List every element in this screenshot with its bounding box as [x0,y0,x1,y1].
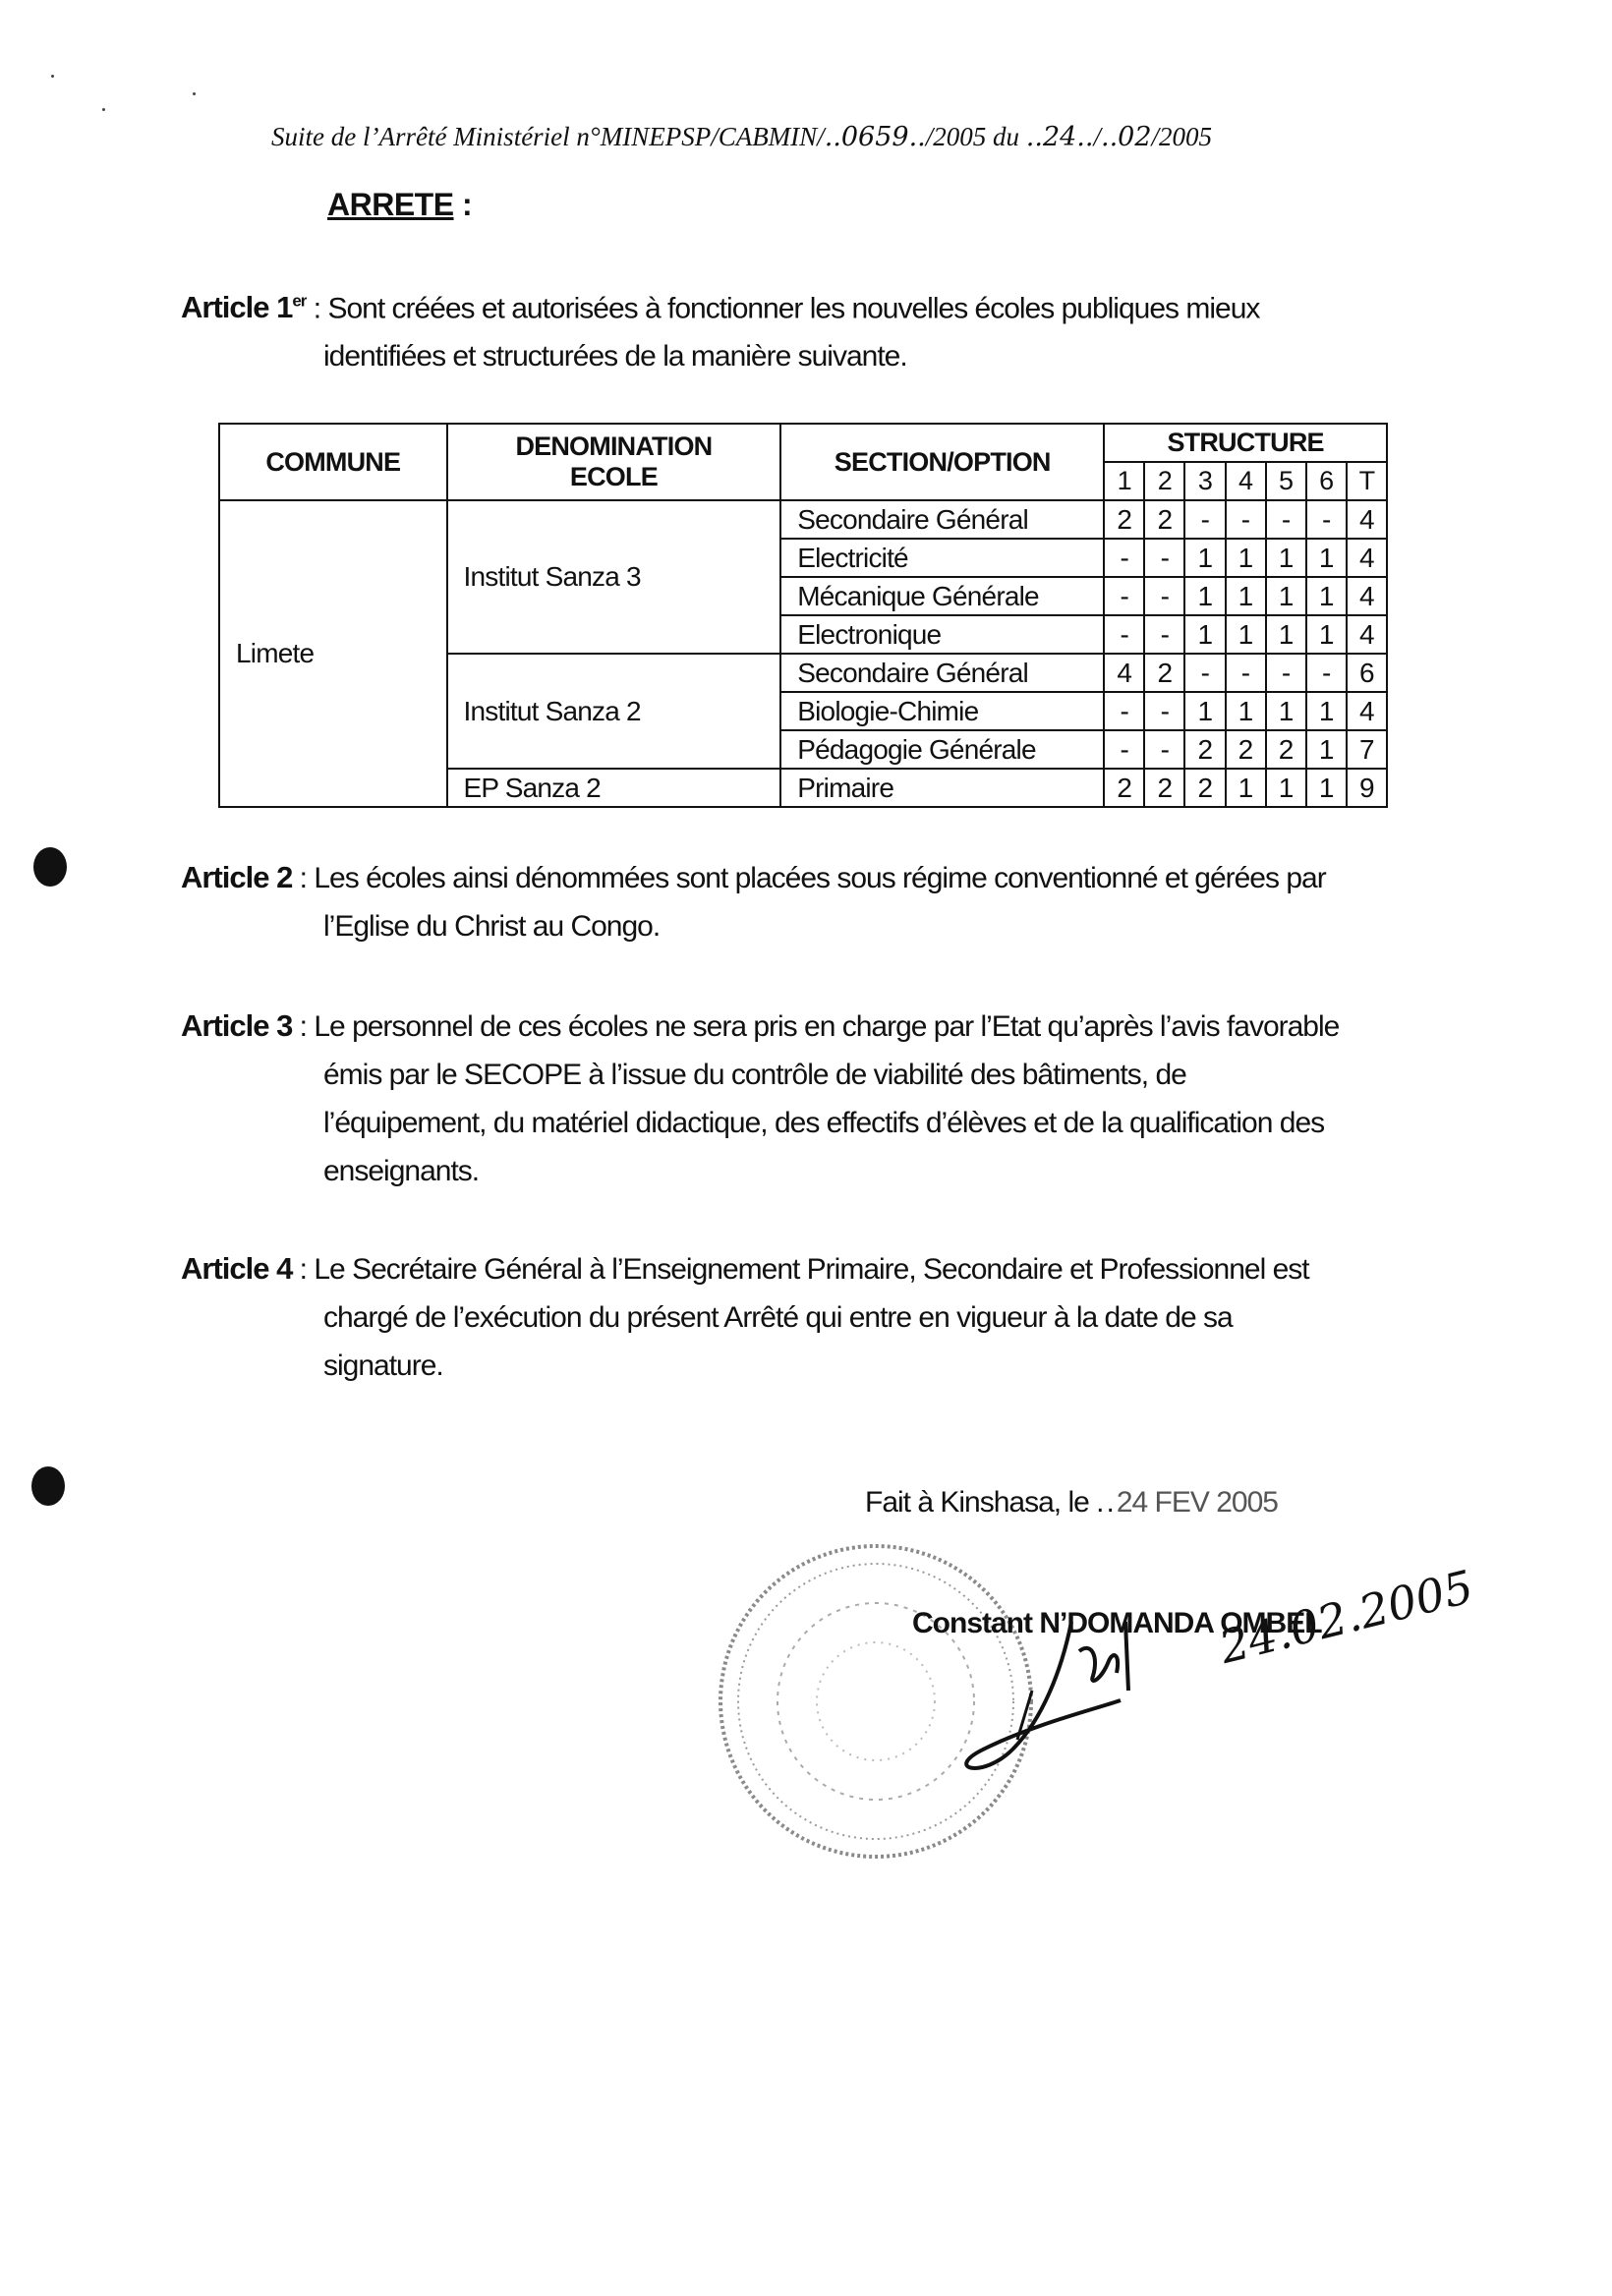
structure-count-cell: 1 [1266,692,1306,730]
commune-cell: Limete [219,500,447,807]
signer-name: Constant N’DOMANDA OMBEL [912,1607,1322,1639]
structure-count-cell: 9 [1347,769,1387,807]
col-ecole-header-line-1: DENOMINATION [515,431,713,461]
table-body [219,500,1387,807]
year-header-3: 3 [1184,462,1225,500]
article-2-separator: : [292,862,315,894]
article-3-line-2: émis par le SECOPE à l’issue du contrôle de viabilité des bâtiments, de [323,1059,1186,1091]
scan-speck [193,92,196,95]
structure-count-cell: 1 [1226,577,1266,615]
year-header-T: T [1347,462,1387,500]
structure-count-cell: 1 [1306,615,1347,654]
article-4-line-2: chargé de l’exécution du présent Arrêté qui entre en vigueur à la date de sa [323,1301,1233,1334]
structure-count-cell: 2 [1184,730,1225,769]
structure-count-cell: 2 [1104,500,1144,539]
year-header-2: 2 [1144,462,1184,500]
structure-count-cell: - [1266,500,1306,539]
structure-count-cell: 1 [1184,615,1225,654]
arrete-colon: : [453,187,473,222]
structure-table [218,423,1388,808]
structure-count-cell: 1 [1226,615,1266,654]
structure-count-cell: 4 [1347,615,1387,654]
article-3 [181,1002,1425,1195]
article-4-separator: : [292,1253,315,1286]
article-1-label [181,290,306,324]
structure-count-cell: - [1104,615,1144,654]
structure-count-cell: 2 [1266,730,1306,769]
header-slash: / [1093,122,1101,151]
section-option-cell: Mécanique Générale [780,577,1104,615]
article-2-label: Article 2 [181,860,293,894]
structure-count-cell: 1 [1306,769,1347,807]
structure-count-cell: - [1226,654,1266,692]
structure-count-cell: - [1226,500,1266,539]
structure-count-cell: 1 [1266,539,1306,577]
article-3-line-1: Le personnel de ces écoles ne sera pris en charge par l’Etat qu’après l’avis favorable [314,1010,1340,1043]
document-header: Suite de l’Arrêté Ministériel n°MINEPSP/CABMIN/..0659../2005 du ..24../..02/2005 [271,122,1213,152]
structure-count-cell: - [1184,500,1225,539]
structure-count-cell: - [1144,615,1184,654]
structure-count-cell: 1 [1266,577,1306,615]
structure-count-cell: 2 [1144,769,1184,807]
structure-count-cell: - [1104,692,1144,730]
section-option-cell: Primaire [780,769,1104,807]
section-option-cell: Pédagogie Générale [780,730,1104,769]
structure-count-cell: 1 [1266,769,1306,807]
article-2-line-1: Les écoles ainsi dénommées sont placées sous régime conventionné et gérées par [314,862,1326,894]
structure-count-cell: 2 [1184,769,1225,807]
structure-count-cell: 1 [1306,730,1347,769]
col-ecole-header-line-2: ECOLE [569,462,658,491]
structure-count-cell: 4 [1347,539,1387,577]
structure-count-cell: 1 [1184,539,1225,577]
section-option-cell: Electronique [780,615,1104,654]
structure-count-cell: 4 [1347,577,1387,615]
article-1-separator: : [306,292,328,325]
article-4 [181,1244,1425,1390]
structure-count-cell: - [1144,730,1184,769]
punch-hole-mark [33,847,67,887]
article-3-separator: : [292,1010,315,1043]
structure-count-cell: - [1144,577,1184,615]
article-1-label-text: Article 1 [181,290,293,325]
col-section-header: SECTION/OPTION [780,424,1104,500]
structure-count-cell: - [1306,500,1347,539]
section-option-cell: Secondaire Général [780,500,1104,539]
school-name-cell: EP Sanza 2 [447,769,781,807]
structure-count-cell: - [1266,654,1306,692]
structure-count-cell: 1 [1184,692,1225,730]
section-option-cell: Electricité [780,539,1104,577]
place-date-dots: .. [1096,1486,1117,1519]
punch-hole-mark [31,1466,65,1506]
year-header-4: 4 [1226,462,1266,500]
structure-count-cell: - [1184,654,1225,692]
article-3-line-3: l’équipement, du matériel didactique, des effectifs d’élèves et de la qualification des [323,1107,1325,1139]
arrete-title: ARRETE [327,187,454,222]
structure-count-cell: 2 [1104,769,1144,807]
header-arrete-number: 0659 [840,122,909,152]
structure-count-cell: 1 [1306,539,1347,577]
place-date-line [865,1486,1278,1520]
header-reference: Suite de l’Arrêté Ministériel n°MINEPSP/CABMIN/ [271,122,825,151]
article-4-line-1: Le Secrétaire Général à l’Enseignement Primaire, Secondaire et Professionnel est [314,1253,1309,1286]
structure-count-cell: 1 [1306,692,1347,730]
col-ecole-header [447,424,781,500]
structure-count-cell: - [1104,577,1144,615]
structure-count-cell: 1 [1226,692,1266,730]
structure-count-cell: 4 [1104,654,1144,692]
structure-count-cell: 1 [1184,577,1225,615]
structure-count-cell: - [1104,730,1144,769]
article-4-label: Article 4 [181,1251,293,1286]
structure-count-cell: - [1306,654,1347,692]
date-stamp: 24 FEV 2005 [1116,1486,1278,1519]
col-commune-header: COMMUNE [219,424,447,500]
structure-count-cell: 1 [1226,539,1266,577]
article-2-line-2: l’Eglise du Christ au Congo. [323,910,661,943]
structure-count-cell: 2 [1226,730,1266,769]
article-3-label: Article 3 [181,1008,293,1043]
table-row [219,500,1387,539]
structure-count-cell: 1 [1226,769,1266,807]
header-year: /2005 [1151,122,1213,151]
handwritten-signature [924,1582,1238,1789]
structure-count-cell: - [1144,539,1184,577]
article-3-line-4: enseignants. [323,1155,480,1187]
structure-count-cell: 4 [1347,500,1387,539]
scan-speck [51,75,54,78]
arrete-heading [327,187,472,223]
section-option-cell: Biologie-Chimie [780,692,1104,730]
structure-count-cell: - [1104,539,1144,577]
structure-count-cell: 2 [1144,500,1184,539]
structure-count-cell: 1 [1266,615,1306,654]
header-day: 24 [1042,122,1077,152]
structure-count-cell: 6 [1347,654,1387,692]
year-header-1: 1 [1104,462,1144,500]
structure-count-cell: 7 [1347,730,1387,769]
structure-count-cell: 2 [1144,654,1184,692]
article-1 [181,277,1425,380]
article-1-label-sup: er [292,292,307,311]
structure-count-cell: 1 [1306,577,1347,615]
header-du: /2005 du [925,122,1026,151]
section-option-cell: Secondaire Général [780,654,1104,692]
col-structure-header: STRUCTURE [1104,424,1387,462]
handwritten-date: 24.02.2005 [1214,1559,1479,1675]
school-name-cell: Institut Sanza 3 [447,500,781,654]
header-month: 02 [1118,122,1152,152]
article-1-line-1: Sont créées et autorisées à fonctionner les nouvelles écoles publiques mieux [327,292,1260,325]
year-header-5: 5 [1266,462,1306,500]
structure-count-cell: - [1144,692,1184,730]
place-date-text: Fait à Kinshasa, le [865,1486,1097,1519]
structure-count-cell: 4 [1347,692,1387,730]
article-2 [181,853,1425,950]
school-name-cell: Institut Sanza 2 [447,654,781,769]
year-header-6: 6 [1306,462,1347,500]
article-4-line-3: signature. [323,1349,443,1382]
article-1-line-2: identifiées et structurées de la manière suivante. [323,340,907,373]
scan-speck [102,108,105,111]
